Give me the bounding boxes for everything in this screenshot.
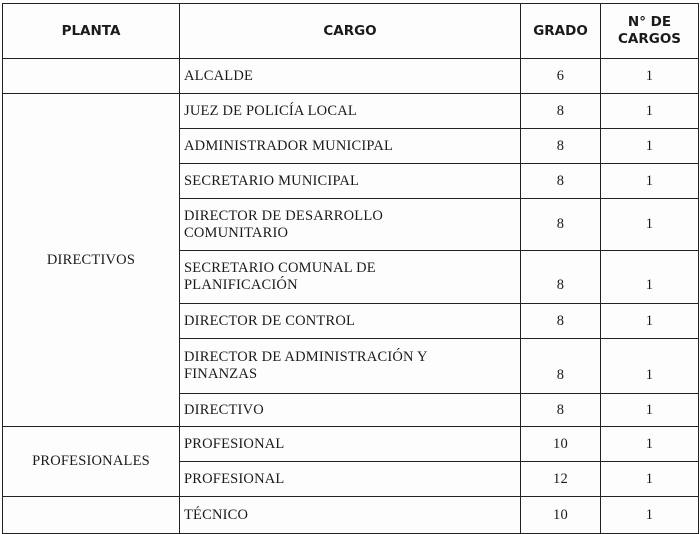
planta-cell	[3, 59, 180, 94]
cargos-table	[2, 3, 699, 534]
cargo-cell	[180, 199, 521, 251]
cargo-line: SECRETARIO COMUNAL DE	[184, 260, 376, 276]
grado-cell: 8	[521, 199, 601, 251]
header-cargo: CARGO	[180, 4, 521, 59]
num-cargos-cell: 1	[601, 427, 699, 462]
grado-cell: 8	[521, 304, 601, 339]
header-num-cargos-line1: N° DE	[627, 14, 672, 30]
cargo-cell: DIRECTOR DE CONTROL	[180, 304, 521, 339]
cargo-cell: DIRECTIVO	[180, 394, 521, 427]
num-cargos-cell: 1	[601, 251, 699, 304]
table-row	[3, 427, 699, 462]
planta-cell	[3, 497, 180, 534]
header-grado: GRADO	[521, 4, 601, 59]
num-cargos-cell: 1	[601, 94, 699, 129]
planta-cell: DIRECTIVOS	[3, 94, 180, 427]
cargo-cell: ADMINISTRADOR MUNICIPAL	[180, 129, 521, 164]
grado-cell: 8	[521, 164, 601, 199]
table-row	[3, 94, 699, 129]
cargo-cell: PROFESIONAL	[180, 462, 521, 497]
cargo-line: COMUNITARIO	[184, 224, 289, 241]
cargo-cell: SECRETARIO MUNICIPAL	[180, 164, 521, 199]
header-num-cargos	[601, 4, 699, 59]
grado-cell: 8	[521, 251, 601, 304]
grado-cell: 8	[521, 339, 601, 394]
cargo-line: PLANIFICACIÓN	[184, 277, 298, 293]
num-cargos-cell: 1	[601, 129, 699, 164]
grado-cell: 10	[521, 427, 601, 462]
cargo-line: DIRECTOR DE ADMINISTRACIÓN Y	[184, 349, 428, 365]
num-cargos-cell: 1	[601, 462, 699, 497]
table-row	[3, 59, 699, 94]
cargo-cell: ALCALDE	[180, 59, 521, 94]
cargo-cell: JUEZ DE POLICÍA LOCAL	[180, 94, 521, 129]
num-cargos-cell: 1	[601, 339, 699, 394]
table-row	[3, 497, 699, 534]
num-cargos-cell: 1	[601, 304, 699, 339]
cargo-line: FINANZAS	[184, 366, 258, 382]
header-row	[3, 4, 699, 59]
cargo-line: DIRECTOR DE DESARROLLO	[184, 207, 384, 224]
num-cargos-cell: 1	[601, 497, 699, 534]
grado-cell: 8	[521, 394, 601, 427]
grado-cell: 8	[521, 94, 601, 129]
grado-cell: 8	[521, 129, 601, 164]
grado-cell: 12	[521, 462, 601, 497]
num-cargos-cell: 1	[601, 164, 699, 199]
grado-cell: 10	[521, 497, 601, 534]
planta-cell: PROFESIONALES	[3, 427, 180, 497]
num-cargos-cell: 1	[601, 394, 699, 427]
grado-cell: 6	[521, 59, 601, 94]
num-cargos-cell: 1	[601, 199, 699, 251]
cargo-cell: TÉCNICO	[180, 497, 521, 534]
cargo-cell: PROFESIONAL	[180, 427, 521, 462]
cargo-cell	[180, 339, 521, 394]
cargo-cell	[180, 251, 521, 304]
header-planta: PLANTA	[3, 4, 180, 59]
num-cargos-cell: 1	[601, 59, 699, 94]
header-num-cargos-line2: CARGOS	[617, 31, 682, 47]
